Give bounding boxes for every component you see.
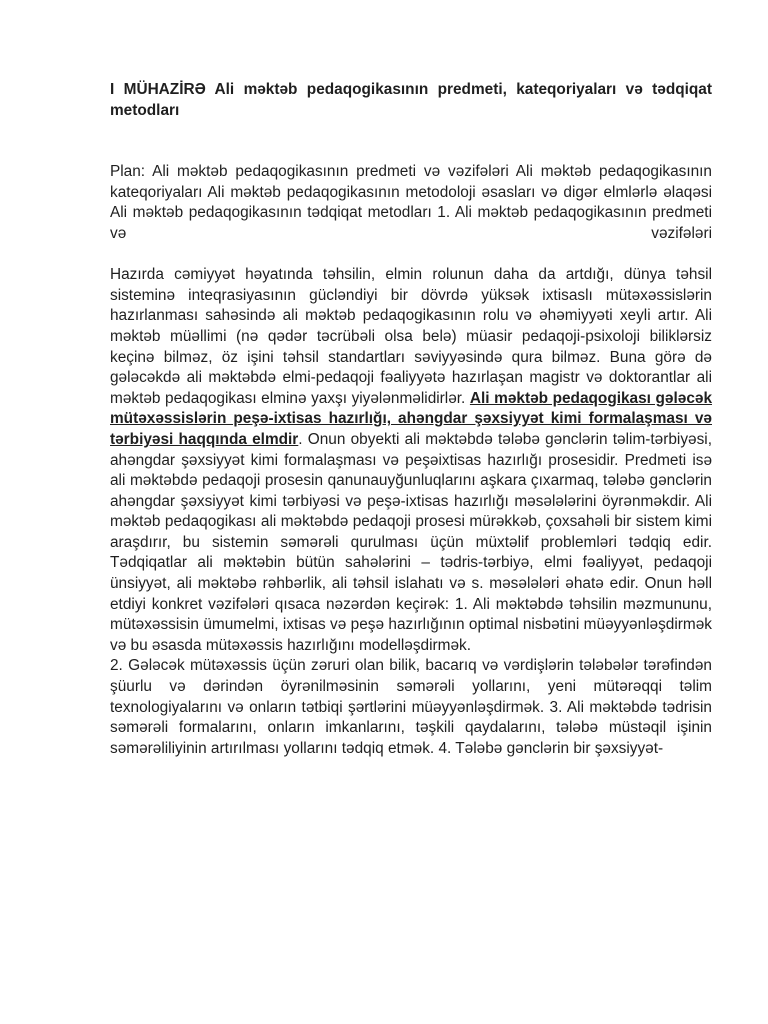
lecture-plan: Plan: Ali məktəb pedaqogikasının predmeti və vəzifələri Ali məktəb pedaqogikasının kateqoriyaları Ali məktəb pedaqogikasının metodoloji əsasları və digər elmlərlə əlaqəsi Ali məktəb pedaqogikasının tədqiqat metodları 1. Ali məktəb pedaqogikasının predmeti və vəzifələri — [110, 163, 712, 242]
paragraph-1-intro: Hazırda cəmiyyət həyatında təhsilin, elmin rolunun daha da artdığı, dünya təhsil sisteminə inteqrasiyasının gücləndiyi bir dövrdə yüksək ixtisaslı mütəxəssislərin hazırlanması sahəsində ali məktəb pedaqogikasının rolu və əhəmiyyəti xeyli artır. Ali məktəb müəllimi (nə qədər təcrübəli olsa belə) müasir pedaqoji-psixoloji biliklərsiz keçinə bilməz, öz işini təhsil standartları səviyyəsində qura bilməz. Buna görə də gələcəkdə ali məktəbdə elmi-pedaqoji fəaliyyətə hazırlaşan magistr və doktorantlar ali məktəb pedaqogikası elminə yaxşı yiyələnməlidirlər. — [110, 266, 712, 407]
body-paragraph-1 — [110, 265, 712, 656]
document-page — [110, 80, 712, 759]
paragraph-1-continuation: . Onun obyekti ali məktəbdə tələbə gənclərin təlim-tərbiyəsi, ahəngdar şəxsiyyət kimi formalaşması və peşəixtisas hazırlığı prosesidir. Predmeti isə ali məktəbdə pedaqoji prosesin qanunauyğunluqlarını aşkara çıxarmaq, tələbə gənclərin ahəngdar şəxsiyyət kimi tərbiyəsi və peşə-ixtisas hazırlığı məsələlərini öyrənməkdir. Ali məktəb pedaqogikası ali məktəbdə pedaqoji prosesi mürəkkəb, çoxsahəli bir sistem kimi araşdırır, bu sistemin səmərəli qurulması üçün müxtəlif problemləri tədqiq edir. Tədqiqatlar ali məktəbin bütün sahələrini – tədris-tərbiyə, elmi fəaliyyət, pedaqoji ünsiyyət, ali məktəbə rəhbərlik, ali təhsil islahatı və s. məsələləri əhatə edir. Onun həll etdiyi konkret vəzifələri qısaca nəzərdən keçirək: 1. Ali məktəbdə təhsilin məzmununu, mütəxəssisin ümumelmi, ixtisas və peşə hazırlığının optimal nisbətini müəyyənləşdirmək və bu əsasda mütəxəssis hazırlığını modelləşdirmək. — [110, 430, 712, 654]
lecture-body — [110, 265, 712, 759]
body-paragraph-2: 2. Gələcək mütəxəssis üçün zəruri olan bilik, bacarıq və vərdişlərin tələbələr tərəfindən şüurlu və dərindən öyrənilməsinin səmərəli yollarını, yeni mütərəqqi təlim texnologiyalarını və onların tətbiqi şərtlərini müəyyənləşdirmək. 3. Ali məktəbdə tədrisin səmərəli formalarını, onların imkanlarını, təşkili qaydalarını, tələbə müstəqil işinin səmərəliliyinin artırılması yollarını tədqiq etmək. 4. Tələbə gənclərin bir şəxsiyyət- — [110, 657, 712, 757]
lecture-title: I MÜHAZİRƏ Ali məktəb pedaqogikasının predmeti, kateqoriyaları və tədqiqat metodları — [110, 81, 712, 119]
definition-highlight: Ali məktəb pedaqogikası gələcək mütəxəssislərin peşə-ixtisas hazırlığı, ahəngdar şəxsiyyət kimi formalaşması və tərbiyəsi haqqında elmdir — [110, 389, 713, 448]
